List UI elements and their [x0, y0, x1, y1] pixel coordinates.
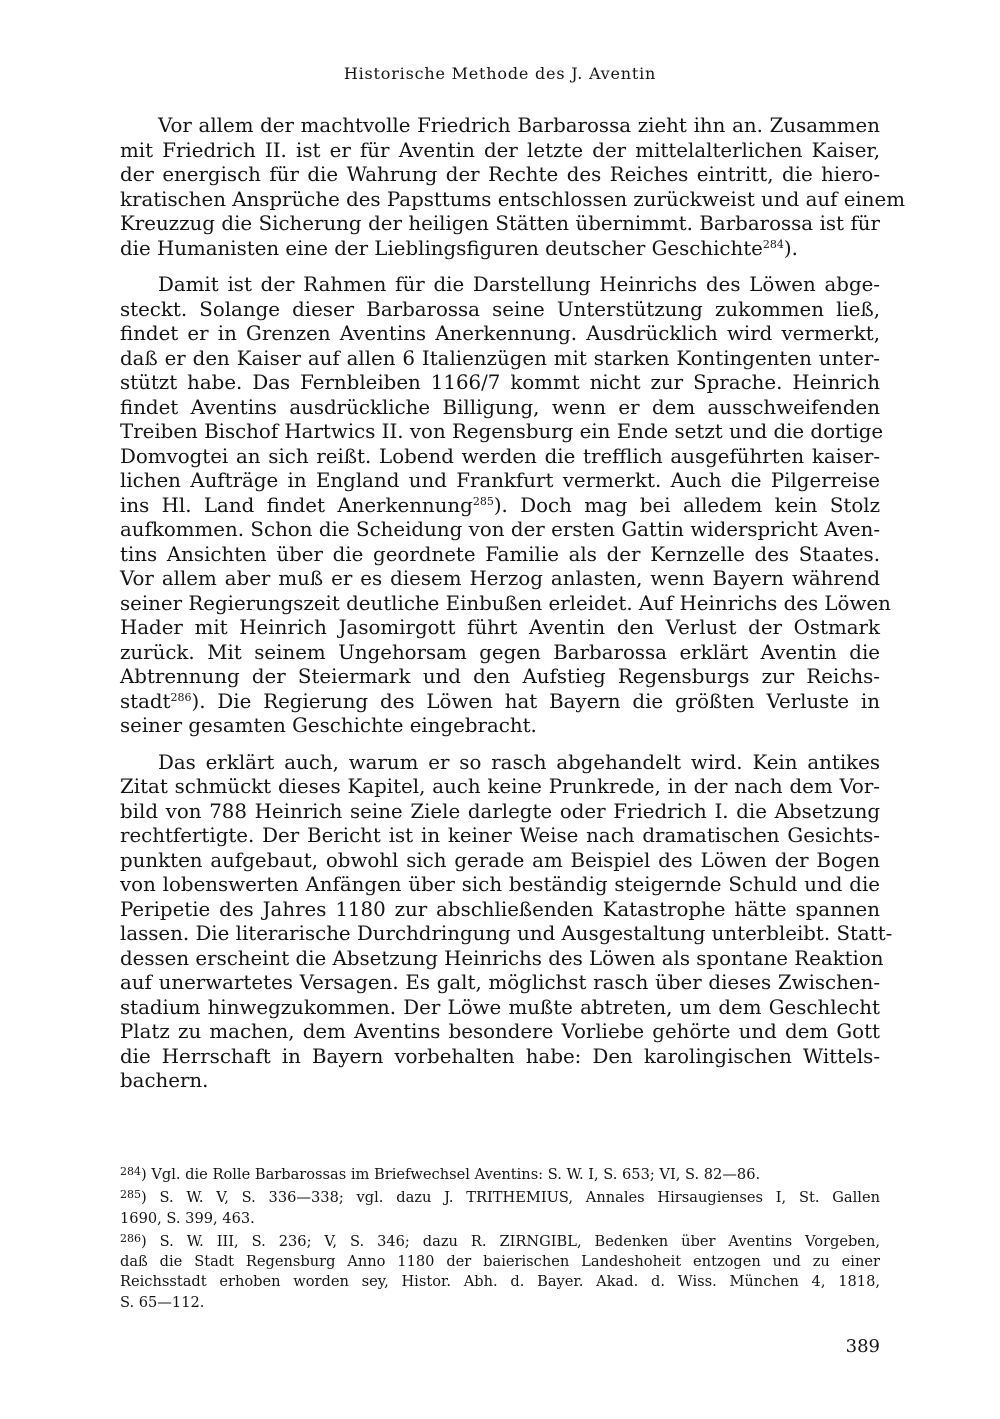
text-line: daß er den Kaiser auf allen 6 Italienzügen mit starken Kontingenten unter-	[120, 346, 880, 370]
text-line: bachern.	[120, 1069, 209, 1092]
footnote-mark: 284	[120, 1165, 141, 1178]
footnote-mark: 285	[120, 1188, 141, 1202]
text-line: mit Friedrich II. ist er für Aventin der letzte der mittelalterlichen Kaiser,	[120, 138, 880, 162]
text-line: aufkommen. Schon die Scheidung von der ersten Gattin widerspricht Aven-	[120, 518, 880, 541]
footnote-line: $^{284}$) Vgl. die Rolle Barbarossas im Briefwechsel Aventins: S. W. I, S. 653; VI, S. 82—86.	[120, 1165, 761, 1183]
footnote-text: S. W. III, S. 236; V, S. 346; dazu R. ZIRNGIBL, Bedenken über Aventins Vorgeben,	[159, 1232, 880, 1250]
text-line: auf unerwartetes Versagen. Es galt, möglichst rasch über dieses Zwischen-	[120, 971, 880, 994]
text-line: der energisch für die Wahrung der Rechte des Reiches eintritt, die hiero-	[120, 163, 880, 186]
text-line: Treiben Bischof Hartwics II. von Regensburg ein Ende setzt und die dortige	[120, 420, 884, 443]
page-number: 389	[845, 1336, 880, 1357]
text-line: Abtrennung der Steiermark und den Aufstieg Regensburgs zur Reichs-	[120, 665, 880, 688]
text-line: Platz zu machen, dem Aventins besondere Vorliebe gehörte und dem Gott	[120, 1020, 880, 1043]
footnote-line: Reichsstadt erhoben worden sey, Histor. Abh. d. Bayer. Akad. d. Wiss. München 4, 1818,	[120, 1273, 880, 1291]
text-line	[120, 494, 880, 519]
text-line: Kreuzzug die Sicherung der heiligen Stätten übernimmt. Barbarossa ist für	[120, 212, 880, 235]
footnote-text: Vgl. die Rolle Barbarossas im Briefwechsel Aventins: S. W. I, S. 653; VI, S. 82—86.	[151, 1166, 761, 1183]
text-line: lichen Aufträge in England und Frankfurt vermerkt. Auch die Pilgerreise	[120, 469, 880, 492]
text-line: kratischen Ansprüche des Papsttums entschlossen zurückweist und auf einem	[120, 187, 905, 211]
footnote	[120, 1162, 880, 1185]
body-text	[120, 114, 905, 1106]
running-head: Historische Methode des J. Aventin	[343, 64, 657, 83]
line-text: ). Doch mag bei alledem kein Stolz	[493, 493, 880, 517]
line-text: ).	[783, 236, 798, 260]
text-line: Vor allem aber muß er es diesem Herzog anlasten, wenn Bayern während	[120, 567, 880, 590]
paragraph-1	[120, 114, 905, 261]
text-line: zurück. Mit seinem Ungehorsam gegen Barbarossa erklärt Aventin die	[120, 640, 880, 664]
text-line: lassen. Die literarische Durchdringung und Ausgestaltung unterbleibt. Statt-	[120, 922, 893, 945]
text-line: tins Ansichten über die geordnete Familie als der Kernzelle des Staates.	[120, 542, 880, 566]
text-line: Vor allem der machtvolle Friedrich Barbarossa zieht ihn an. Zusammen	[158, 114, 880, 137]
footnote-line: $^{285}$) S. W. V, S. 336—338; vgl. dazu J. TRITHEMIUS, Annales Hirsaugienses I, St. Gallen	[120, 1188, 880, 1207]
line-text: ). Die Regierung des Löwen hat Bayern die größten Verluste in	[191, 689, 880, 713]
text-line: Domvogtei an sich reißt. Lobend werden die trefflich ausgeführten kaiser-	[120, 444, 880, 468]
text-line	[120, 237, 880, 262]
text-line: Das erklärt auch, warum er so rasch abgehandelt wird. Kein antikes	[158, 750, 880, 774]
line-text: stadt	[120, 689, 171, 713]
footnote-text: S. W. V, S. 336—338; vgl. dazu J. TRITHEMIUS, Annales Hirsaugienses I, St. Gallen	[159, 1189, 880, 1207]
text-line: stadium hinwegzukommen. Der Löwe mußte abtreten, um dem Geschlecht	[120, 995, 880, 1019]
text-line: dessen erscheint die Absetzung Heinrichs des Löwen als spontane Reaktion	[120, 946, 884, 970]
line-text: die Humanisten eine der Lieblingsfiguren deutscher Geschichte	[120, 236, 763, 260]
paragraph-2	[120, 273, 891, 739]
text-line: stützt habe. Das Fernbleiben 1166/7 kommt nicht zur Sprache. Heinrich	[120, 371, 880, 394]
text-line	[120, 690, 880, 715]
text-line: Hader mit Heinrich Jasomirgott führt Aventin den Verlust der Ostmark	[120, 616, 880, 639]
text-line: seiner gesamten Geschichte eingebracht.	[120, 714, 537, 737]
footnote	[120, 1229, 880, 1313]
text-line: Peripetie des Jahres 1180 zur abschließenden Katastrophe hätte spannen	[120, 897, 880, 921]
line-text: ins Hl. Land findet Anerkennung	[120, 493, 473, 517]
text-line: die Herrschaft in Bayern vorbehalten habe: Den karolingischen Wittels-	[120, 1044, 880, 1068]
text-line: findet er in Grenzen Aventins Anerkennung. Ausdrücklich wird vermerkt,	[120, 322, 880, 345]
footnote-line: $^{286}$) S. W. III, S. 236; V, S. 346; dazu R. ZIRNGIBL, Bedenken über Aventins Vorgeben,	[120, 1231, 880, 1250]
text-line: von lobenswerten Anfängen über sich beständig steigernde Schuld und die	[120, 873, 880, 896]
footnote	[120, 1185, 880, 1229]
footnote-line: daß die Stadt Regensburg Anno 1180 der baierischen Landeshoheit entzogen und zu einer	[120, 1253, 880, 1271]
text-line: bild von 788 Heinrich seine Ziele darlegte oder Friedrich I. die Absetzung	[120, 799, 880, 823]
footnote-ref[interactable]: 285	[472, 494, 494, 508]
text-line: Zitat schmückt dieses Kapitel, auch keine Prunkrede, in der nach dem Vor-	[120, 775, 880, 798]
text-line: Damit ist der Rahmen für die Darstellung Heinrichs des Löwen abge-	[158, 273, 880, 296]
footnotes	[120, 1162, 880, 1313]
text-line: steckt. Solange dieser Barbarossa seine Unterstützung zukommen ließ,	[120, 297, 880, 321]
footnote-line: 1690, S. 399, 463.	[120, 1209, 255, 1227]
footnote-ref[interactable]: 286	[170, 690, 192, 704]
paragraph-3	[120, 750, 893, 1094]
text-line: punkten aufgebaut, obwohl sich gerade am Beispiel des Löwen der Bogen	[120, 848, 880, 872]
footnote-mark: 286	[120, 1231, 141, 1245]
text-line: seiner Regierungszeit deutliche Einbußen erleidet. Auf Heinrichs des Löwen	[120, 591, 891, 615]
footnote-line: S. 65—112.	[120, 1293, 205, 1311]
text-line: rechtfertigte. Der Bericht ist in keiner Weise nach dramatischen Gesichts-	[120, 824, 880, 847]
text-line: findet Aventins ausdrückliche Billigung, wenn er dem ausschweifenden	[120, 395, 880, 419]
footnote-ref[interactable]: 284	[762, 237, 784, 251]
